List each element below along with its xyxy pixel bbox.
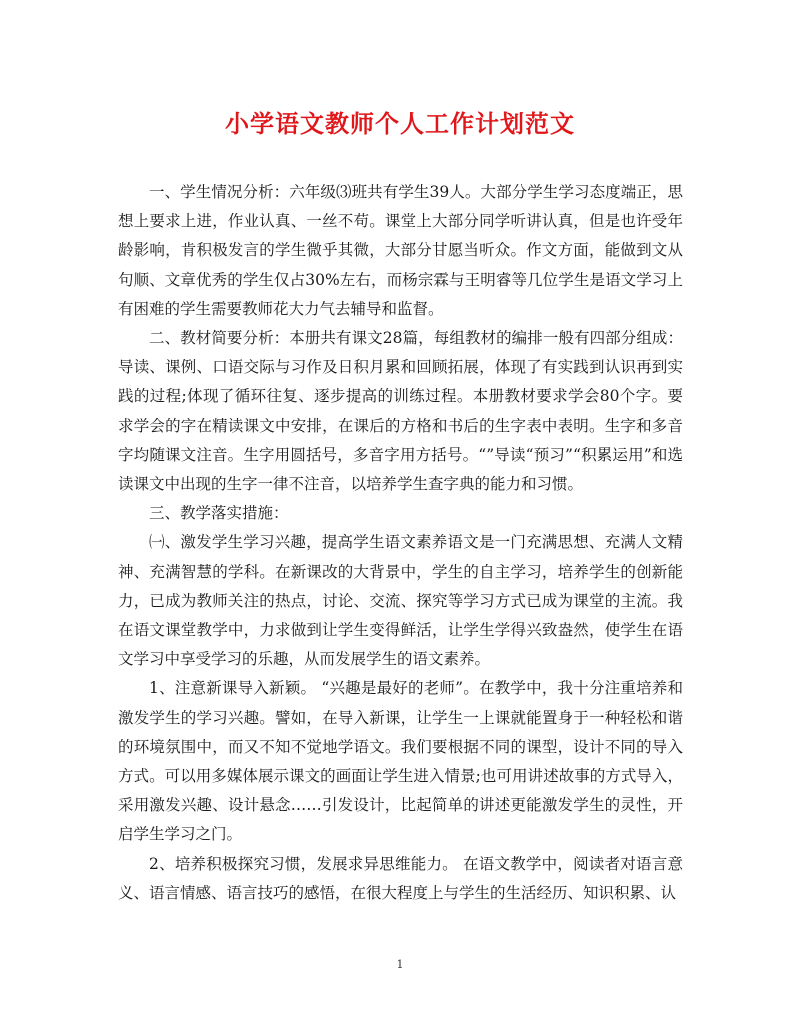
document-title: 小学语文教师个人工作计划范文 (225, 109, 575, 138)
document-body (118, 178, 683, 908)
page-number: 1 (396, 958, 404, 971)
paragraph-textbook-analysis: 二、教材简要分析：本册共有课文28篇，每组教材的编排一般有四部分组成：导读、课例、口语交际与习作及日积月累和回顾拓展，体现了有实践到认识再到实践的过程;体现了循环往复、逐步提高的训练过程。本册教材要求学会80个字。要求学会的字在精读课文中安排，在课后的方格和书后的生字表中表明。生字和多音字均随课文注音。生字用圆括号，多音字用方括号。“”导读“预习”“积累运用”和选读课文中出现的生字一律不注音，以培养学生查字典的能力和习惯。 (118, 329, 683, 494)
paragraph-exploration-habits: 2、培养积极探究习惯，发展求异思维能力。 在语文教学中，阅读者对语言意义、语言情感、语言技巧的感悟，在很大程度上与学生的生活经历、知识积累、认 (118, 854, 683, 902)
paragraph-student-analysis: 一、学生情况分析：六年级⑶班共有学生39人。大部分学生学习态度端正，思想上要求上进，作业认真、一丝不苟。课堂上大部分同学听讲认真，但是也许受年龄影响，肯积极发言的学生微乎其微，大部分甘愿当听众。作文方面，能做到文从句顺、文章优秀的学生仅占30%左右，而杨宗霖与王明睿等几位学生是语文学习上有困难的学生需要教师花大力气去辅导和监督。 (118, 183, 683, 318)
paragraph-new-lesson-introduction: 1、注意新课导入新颖。 “兴趣是最好的老师”。在教学中，我十分注重培养和激发学生的学习兴趣。譬如，在导入新课，让学生一上课就能置身于一种轻松和谐的环境氛围中，而又不知不觉地学语文。我们要根据不同的课型，设计不同的导入方式。可以用多媒体展示课文的画面让学生进入情景;也可用讲述故事的方式导入，采用激发兴趣、设计悬念……引发设计，比起简单的讲述更能激发学生的灵性，开启学生学习之门。 (118, 679, 683, 844)
paragraph-teaching-measures-heading: 三、教学落实措施： (149, 504, 289, 523)
paragraph-stimulate-interest: ㈠、激发学生学习兴趣，提高学生语文素养语文是一门充满思想、充满人文精神、充满智慧的学科。在新课改的大背景中，学生的自主学习，培养学生的创新能力，已成为教师关注的热点，讨论、交流、探究等学习方式已成为课堂的主流。我在语文课堂教学中，力求做到让学生变得鲜活，让学生学得兴致盎然，使学生在语文学习中享受学习的乐趣，从而发展学生的语文素养。 (118, 533, 683, 669)
